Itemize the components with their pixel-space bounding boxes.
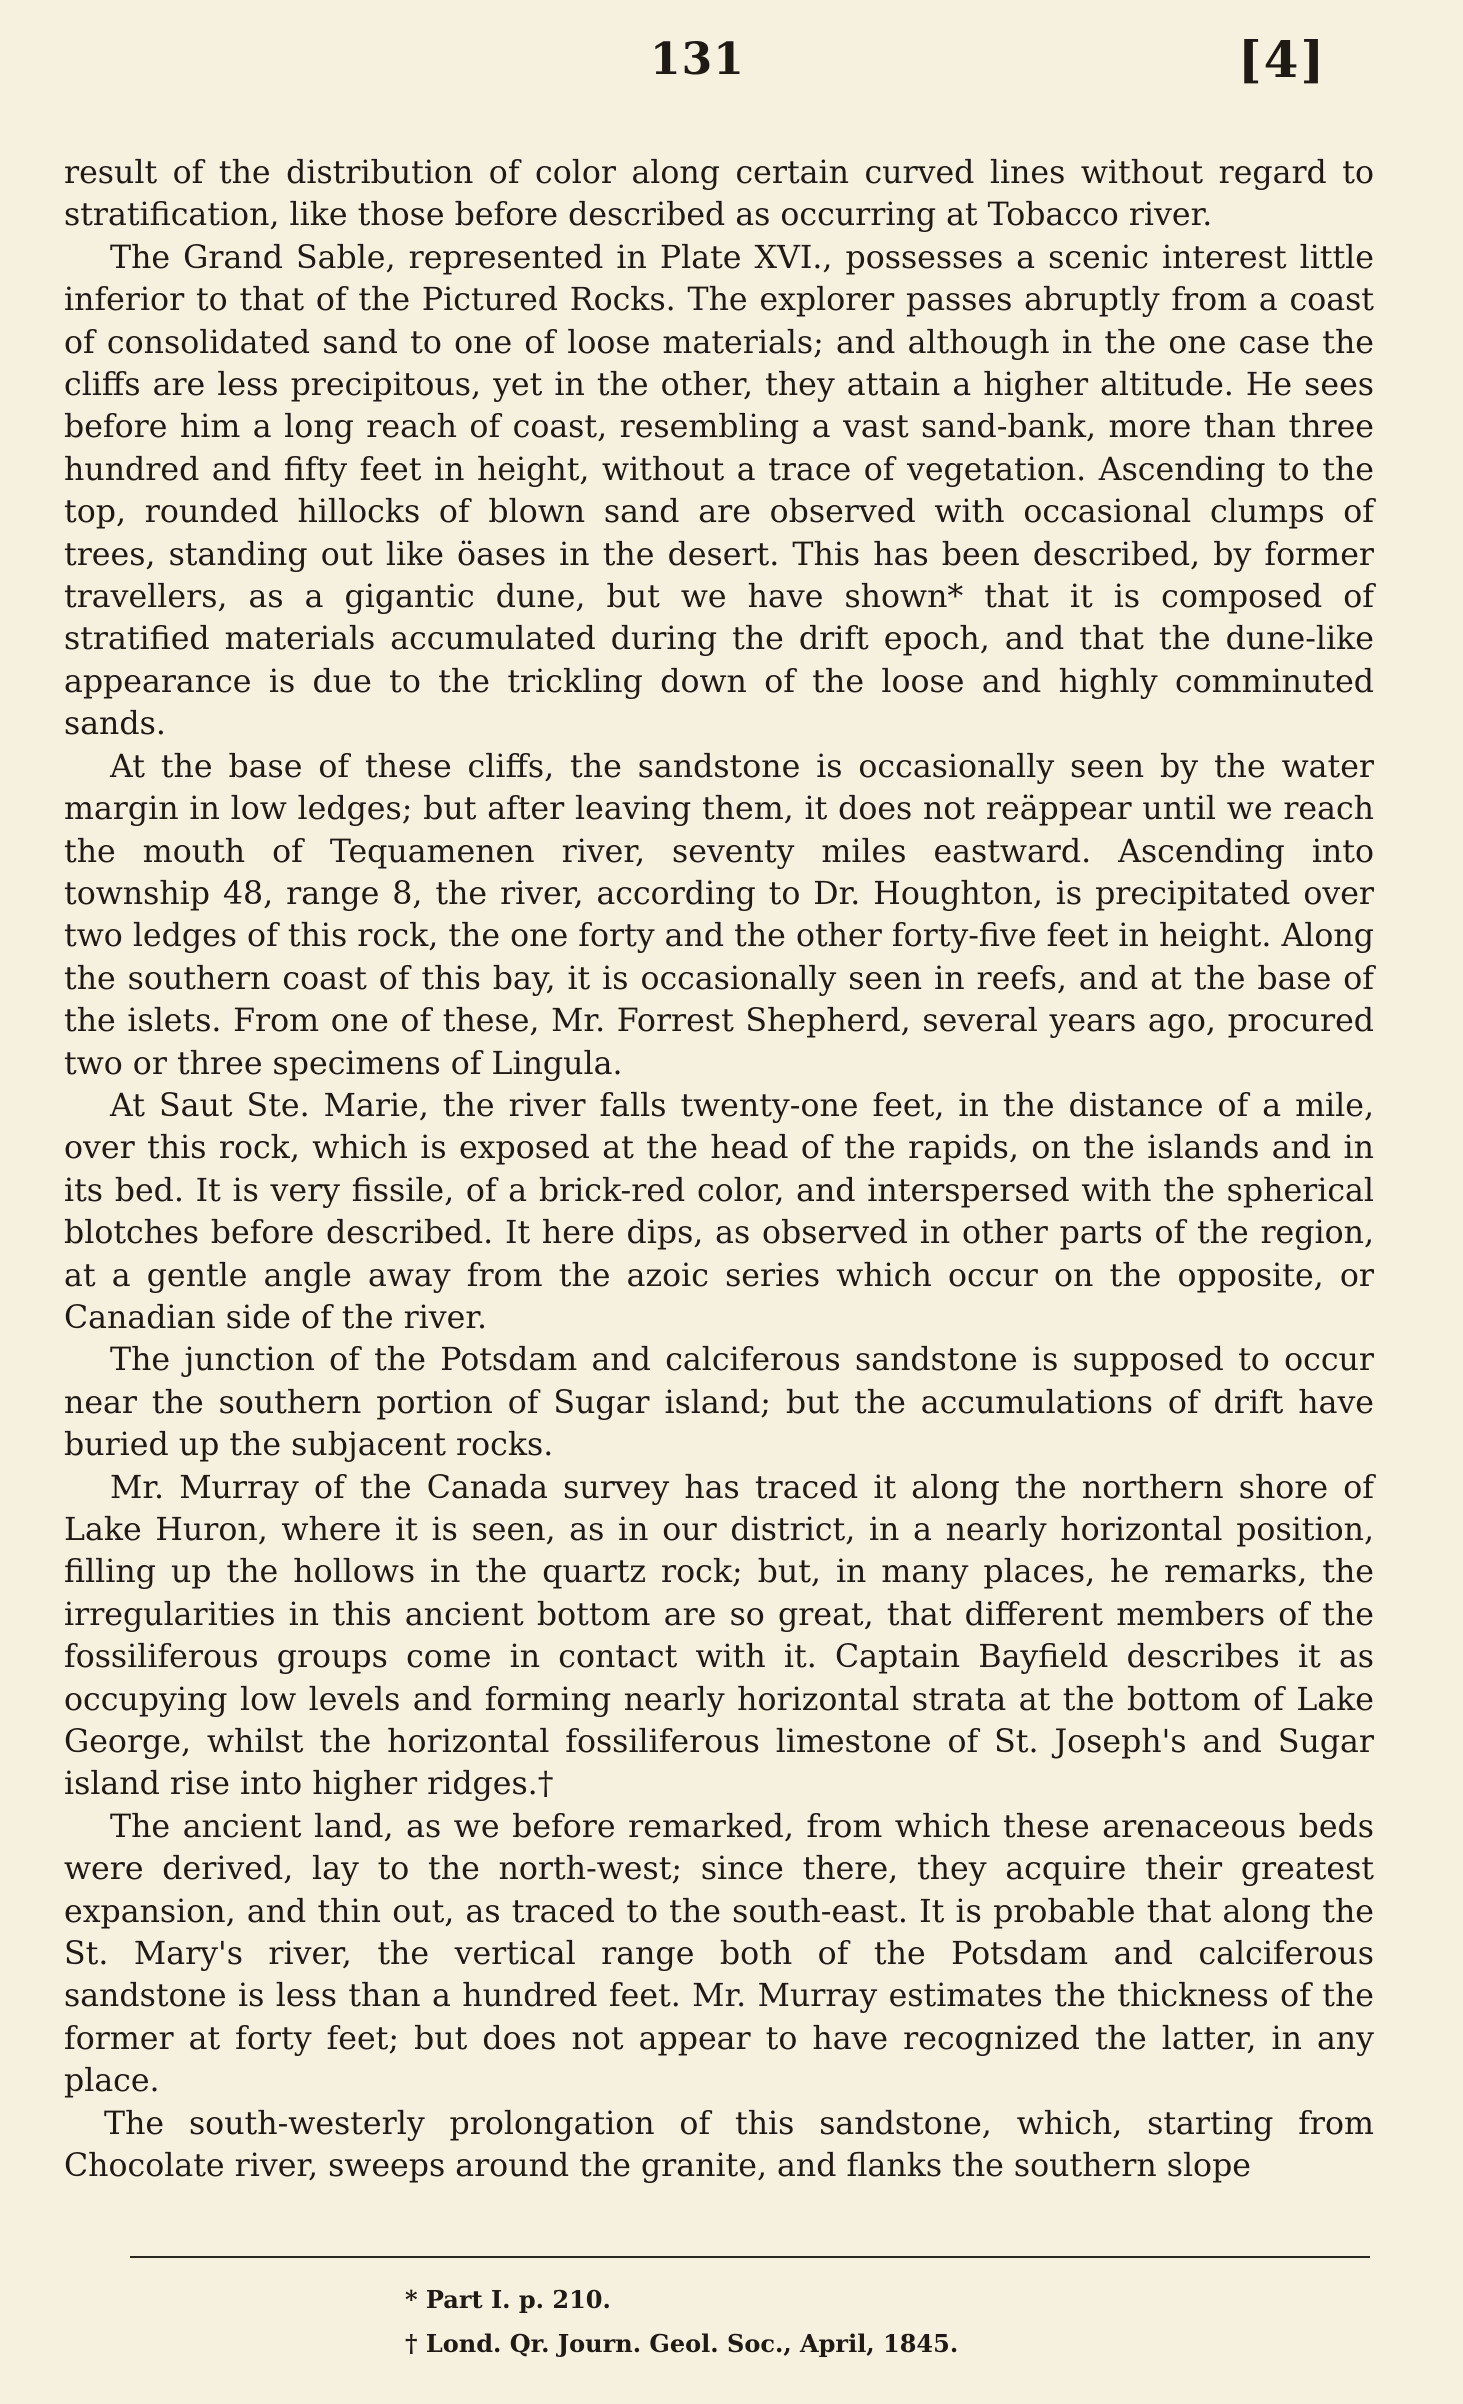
paragraph: Mr. Murray of the Canada survey has traced it along the northern shore of Lake Huron, where it is seen, as in our district, in a nearly horizontal position, filling up the hollows in the quartz rock; but, in many places, he remarks, the irregularities in this ancient bottom are so great, that different members of the fossiliferous groups come in contact with it. Captain Bayfield describes it as occupying low levels and forming nearly horizontal strata at the bottom of Lake George, whilst the horizontal fossiliferous limestone of St. Joseph's and Sugar island rise into higher ridges.† <box>64 1469 1374 1803</box>
paragraph: At Saut Ste. Marie, the river falls twenty-one feet, in the distance of a mile, over this rock, which is exposed at the head of the rapids, on the islands and in its bed. It is very fissile, of a brick-red color, and interspersed with the spherical blotches before described. It here dips, as observed in other parts of the region, at a gentle angle away from the azoic series which occur on the opposite, or Canadian side of the river. <box>64 1087 1374 1336</box>
paragraph: The south-westerly prolongation of this sandstone, which, starting from Chocolate river, sweeps around the granite, and flanks the southern slope <box>64 2105 1374 2185</box>
footnotes <box>405 2278 958 2366</box>
page-number: 131 <box>650 34 745 85</box>
footnote: * Part I. p. 210. <box>405 2285 611 2314</box>
paragraph: The Grand Sable, represented in Plate XVI., possesses a scenic interest little inferior to that of the Pictured Rocks. The explorer passes abruptly from a coast of consolidated sand to one of loose materials; and although in the one case the cliffs are less precipitous, yet in the other, they attain a higher altitude. He sees before him a long reach of coast, resembling a vast sand-bank, more than three hundred and fifty feet in height, without a trace of vegetation. Ascending to the top, rounded hillocks of blown sand are observed with occasional clumps of trees, standing out like öases in the desert. This has been described, by former travellers, as a gigantic dune, but we have shown* that it is composed of stratified materials accumulated during the drift epoch, and that the dune-like appearance is due to the trickling down of the loose and highly comminuted sands. <box>64 239 1374 743</box>
document-number: [4] <box>1238 30 1327 89</box>
paragraph: The junction of the Potsdam and calciferous sandstone is supposed to occur near the southern portion of Sugar island; but the accumulations of drift have buried up the subjacent rocks. <box>64 1342 1374 1464</box>
body-text <box>64 152 1374 2188</box>
paragraph: result of the distribution of color along certain curved lines without regard to stratification, like those before described as occurring at Tobacco river. <box>64 155 1374 234</box>
page-header <box>0 24 1463 94</box>
footnote-divider <box>130 2256 1370 2258</box>
paragraph: At the base of these cliffs, the sandstone is occasionally seen by the water margin in low ledges; but after leaving them, it does not reäppear until we reach the mouth of Tequamenen river, seventy miles eastward. Ascending into township 48, range 8, the river, according to Dr. Houghton, is precipitated over two ledges of this rock, the one forty and the other forty-five feet in height. Along the southern coast of this bay, it is occasionally seen in reefs, and at the base of the islets. From one of these, Mr. Forrest Shepherd, several years ago, procured two or three specimens of Lingula. <box>64 748 1374 1082</box>
paragraph: The ancient land, as we before remarked, from which these arenaceous beds were derived, lay to the north-west; since there, they acquire their greatest expansion, and thin out, as traced to the south-east. It is probable that along the St. Mary's river, the vertical range both of the Potsdam and calciferous sandstone is less than a hundred feet. Mr. Murray estimates the thickness of the former at forty feet; but does not appear to have recognized the latter, in any place. <box>64 1808 1374 2100</box>
footnote: † Lond. Qr. Journ. Geol. Soc., April, 1845. <box>405 2329 959 2358</box>
